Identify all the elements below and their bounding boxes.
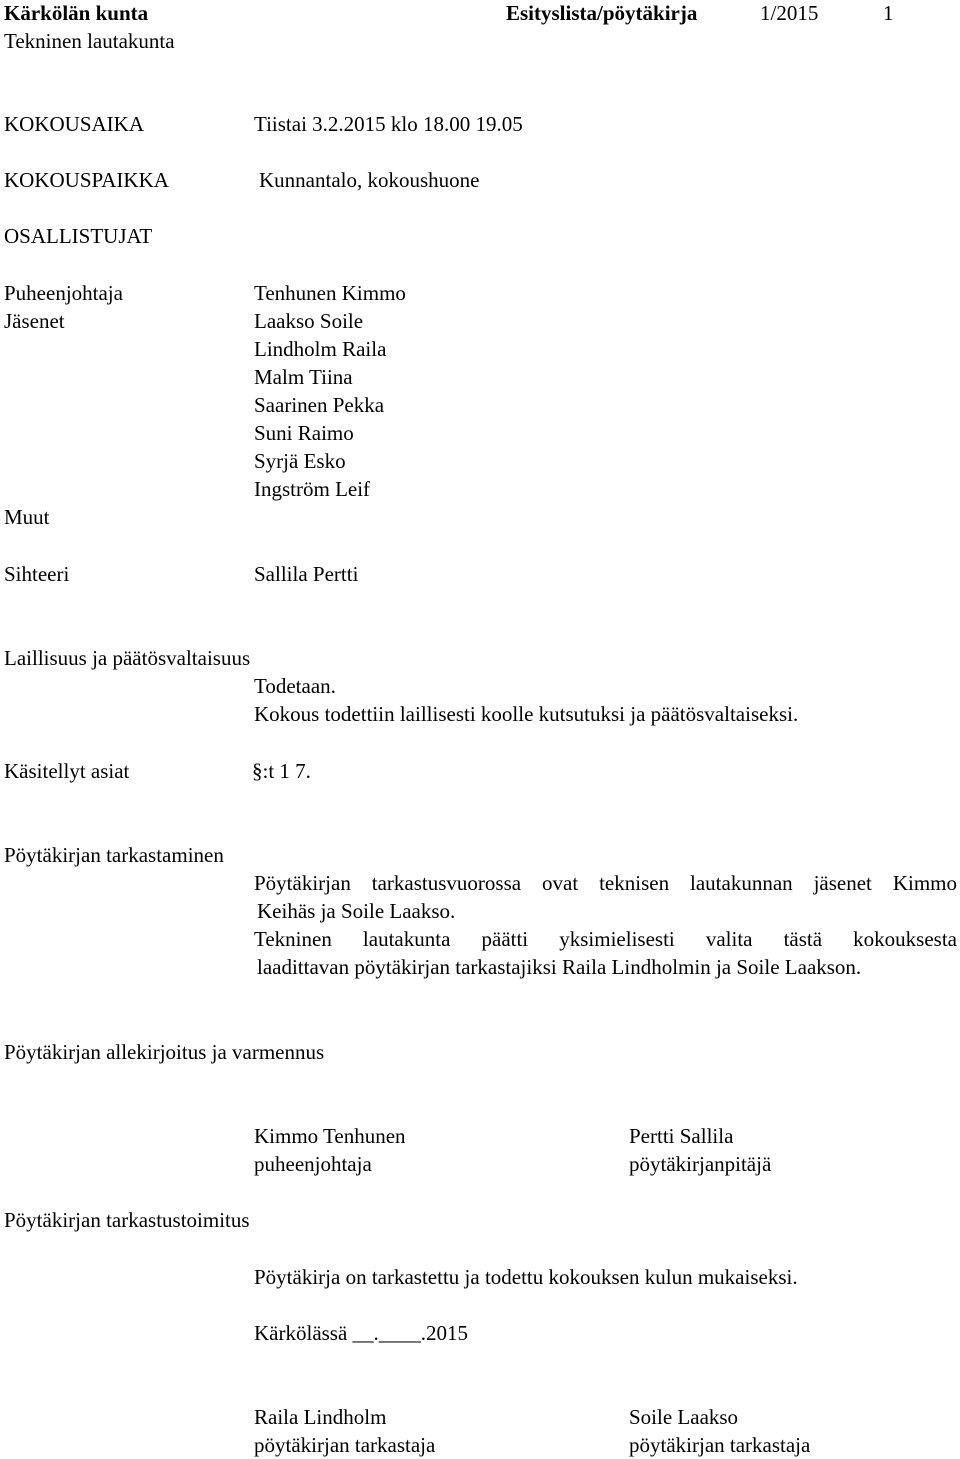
legality-text-2: Kokous todettiin laillisesti koolle kutsutuksi ja päätösvaltaiseksi. [254, 702, 799, 726]
review-paragraph-1-line-1: Pöytäkirjan tarkastusvuorossa ovat teknisen lautakunnan jäsenet Kimmo [254, 871, 957, 895]
committee-name: Tekninen lautakunta [4, 29, 175, 53]
member-name: Laakso Soile [254, 309, 364, 333]
member-name: Malm Tiina [254, 365, 353, 389]
chair-label: Puheenjohtaja [4, 281, 123, 305]
secretary-signature-name: Pertti Sallila [629, 1124, 734, 1148]
chair-signature-role: puheenjohtaja [254, 1152, 372, 1176]
inspection-place-date: Kärkölässä __.____.2015 [254, 1321, 469, 1345]
document-number: 1/2015 [760, 1, 819, 25]
inspector-1-role: pöytäkirjan tarkastaja [254, 1433, 436, 1457]
document-type: Esityslista/pöytäkirja [506, 1, 698, 25]
review-heading: Pöytäkirjan tarkastaminen [4, 843, 224, 867]
handled-items-label: Käsitellyt asiat [4, 759, 130, 783]
member-name: Suni Raimo [254, 421, 354, 445]
legality-heading: Laillisuus ja päätösvaltaisuus [4, 646, 251, 670]
inspection-heading: Pöytäkirjan tarkastustoimitus [4, 1208, 250, 1232]
others-label: Muut [4, 505, 50, 529]
handled-items-value: §:t 1 7. [252, 759, 311, 783]
secretary-name: Sallila Pertti [254, 562, 359, 586]
legality-text-1: Todetaan. [254, 674, 336, 698]
municipality-name: Kärkölän kunta [4, 1, 149, 25]
meeting-time-value: Tiistai 3.2.2015 klo 18.00 19.05 [254, 112, 523, 136]
review-paragraph-1-line-2: Keihäs ja Soile Laakso. [257, 899, 456, 923]
meeting-time-label: KOKOUSAIKA [4, 112, 144, 136]
meeting-place-label: KOKOUSPAIKKA [4, 168, 169, 192]
member-name: Ingström Leif [254, 477, 371, 501]
members-label: Jäsenet [4, 309, 65, 333]
review-paragraph-2-line-2: laadittavan pöytäkirjan tarkastajiksi Raila Lindholmin ja Soile Laakson. [257, 955, 862, 979]
secretary-label: Sihteeri [4, 562, 70, 586]
meeting-place-value: Kunnantalo, kokoushuone [259, 168, 480, 192]
signing-heading: Pöytäkirjan allekirjoitus ja varmennus [4, 1040, 325, 1064]
page-number: 1 [883, 1, 894, 25]
member-name: Lindholm Raila [254, 337, 387, 361]
inspector-2-name: Soile Laakso [629, 1405, 739, 1429]
chair-signature-name: Kimmo Tenhunen [254, 1124, 406, 1148]
chair-name: Tenhunen Kimmo [254, 281, 406, 305]
secretary-signature-role: pöytäkirjanpitäjä [629, 1152, 772, 1176]
member-name: Syrjä Esko [254, 449, 346, 473]
inspection-statement: Pöytäkirja on tarkastettu ja todettu kokouksen kulun mukaiseksi. [254, 1265, 798, 1289]
participants-label: OSALLISTUJAT [4, 224, 153, 248]
review-paragraph-2-line-1: Tekninen lautakunta päätti yksimielisesti valita tästä kokouksesta [254, 927, 957, 951]
inspector-2-role: pöytäkirjan tarkastaja [629, 1433, 811, 1457]
inspector-1-name: Raila Lindholm [254, 1405, 387, 1429]
member-name: Saarinen Pekka [254, 393, 385, 417]
